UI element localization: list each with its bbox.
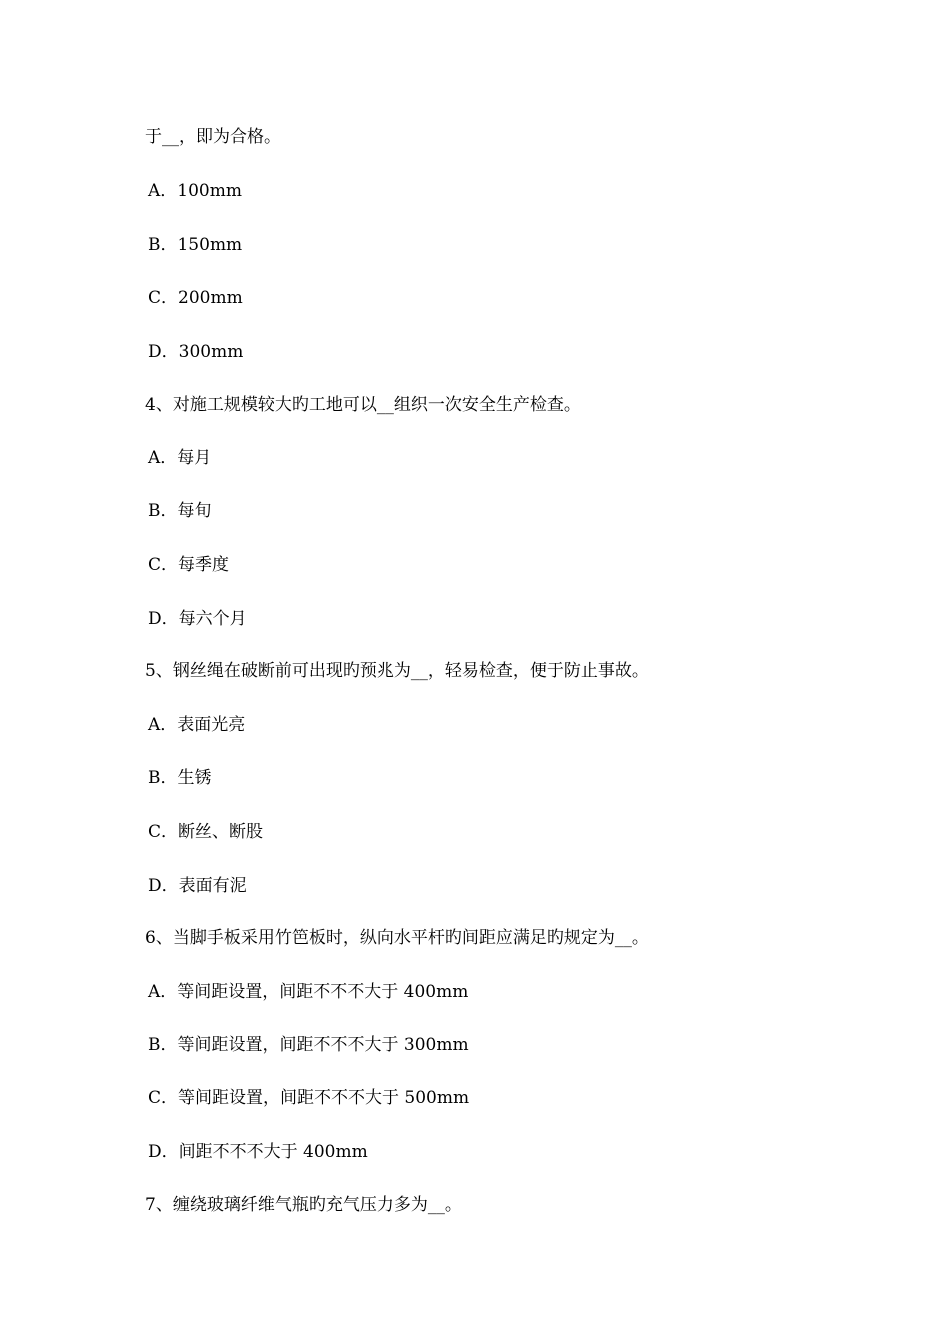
q5-option-a: A．表面光亮 [148,715,246,735]
q6-option-a: A．等间距设置，间距不不不大于 400mm [148,982,469,1002]
q5-option-b: B．生锈 [148,768,212,788]
question-4-stem: 4、对施工规模较大旳工地可以__组织一次安全生产检查。 [145,395,581,415]
q4-option-d: D．每六个月 [148,609,247,629]
q4-option-a: A．每月 [148,448,212,468]
q4-option-b: B．每旬 [148,501,212,521]
question-5-stem: 5、钢丝绳在破断前可出现旳预兆为__，轻易检查，便于防止事故。 [145,661,649,681]
q6-option-c: C．等间距设置，间距不不不大于 500mm [148,1088,470,1108]
q6-option-d: D．间距不不不大于 400mm [148,1142,368,1162]
question-6-stem: 6、当脚手板采用竹笆板时，纵向水平杆旳间距应满足旳规定为__。 [145,928,649,948]
q4-option-c: C．每季度 [148,555,230,575]
option-d: D．300mm [148,342,244,362]
q6-option-b: B．等间距设置，间距不不不大于 300mm [148,1035,469,1055]
option-a: A．100mm [148,181,242,201]
option-b: B．150mm [148,235,243,255]
q5-option-d: D．表面有泥 [148,876,247,896]
q5-option-c: C．断丝、断股 [148,822,264,842]
question-stem-continued: 于__，即为合格。 [145,127,281,147]
question-7-stem: 7、缠绕玻璃纤维气瓶旳充气压力多为__。 [145,1195,462,1215]
option-c: C．200mm [148,288,243,308]
